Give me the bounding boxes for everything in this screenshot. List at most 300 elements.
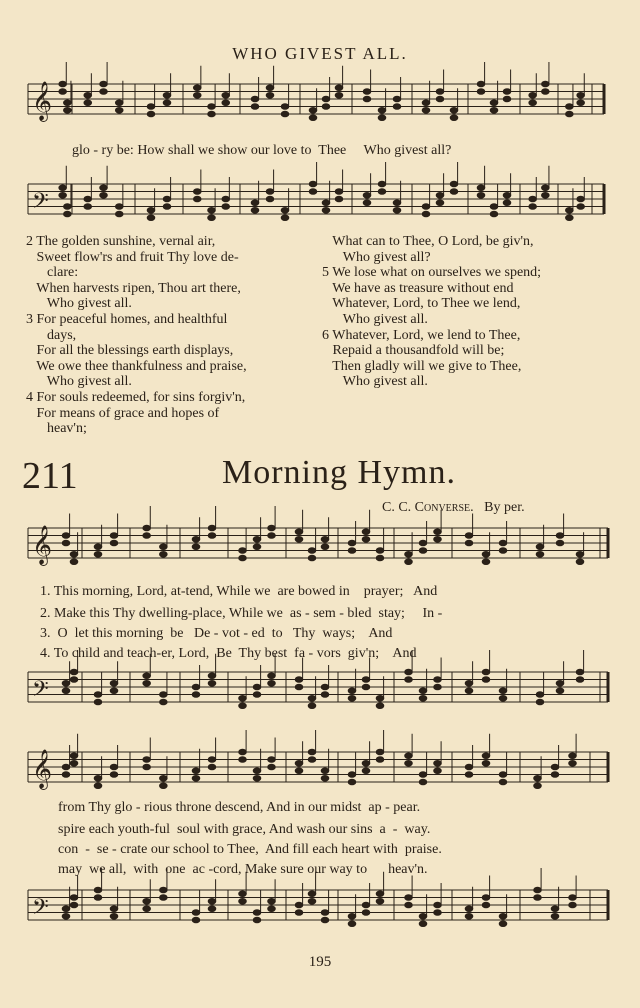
notehead — [393, 104, 401, 110]
notehead — [208, 764, 216, 770]
bass-clef-icon: 𝄢 — [32, 895, 49, 925]
notehead — [393, 200, 401, 206]
notehead — [499, 913, 507, 919]
notehead — [59, 192, 67, 198]
notehead — [348, 688, 356, 694]
notehead — [321, 692, 329, 698]
notehead — [115, 100, 123, 106]
notehead — [251, 96, 259, 102]
notehead — [376, 555, 384, 561]
notehead — [295, 768, 303, 774]
hymn-title: Morning Hymn. — [222, 454, 456, 491]
notehead — [268, 533, 276, 539]
notehead — [193, 85, 201, 91]
notehead — [147, 215, 155, 221]
notehead — [94, 544, 102, 550]
notehead — [534, 887, 542, 893]
notehead — [542, 192, 550, 198]
notehead — [110, 540, 118, 546]
notehead — [160, 887, 168, 893]
notehead — [482, 559, 490, 565]
notehead — [160, 895, 168, 901]
notehead — [551, 913, 559, 919]
notehead — [239, 555, 247, 561]
notehead — [419, 779, 427, 785]
notehead — [295, 910, 303, 916]
page-number: 195 — [308, 954, 332, 970]
notehead — [62, 764, 70, 770]
treble-clef-icon: 𝄞 — [32, 525, 53, 565]
notehead — [362, 536, 370, 542]
notehead — [378, 115, 386, 121]
notehead — [143, 898, 151, 904]
notehead — [556, 688, 564, 694]
notehead — [110, 680, 118, 686]
notehead — [477, 192, 485, 198]
notehead — [436, 96, 444, 102]
notehead — [309, 107, 317, 113]
composer-credit — [382, 500, 525, 516]
notehead — [62, 540, 70, 546]
notehead — [576, 559, 584, 565]
notehead — [266, 196, 274, 202]
notehead — [281, 207, 289, 213]
notehead — [308, 695, 316, 701]
notehead — [378, 107, 386, 113]
top-hymn-title: WHO GIVEST ALL. — [232, 44, 408, 63]
notehead — [62, 772, 70, 778]
notehead — [534, 783, 542, 789]
notehead — [335, 196, 343, 202]
notehead — [70, 669, 78, 675]
notehead — [362, 760, 370, 766]
notehead — [308, 703, 316, 709]
notehead — [64, 100, 72, 106]
notehead — [268, 673, 276, 679]
notehead — [465, 764, 473, 770]
notehead — [160, 783, 168, 789]
notehead — [208, 898, 216, 904]
notehead — [542, 81, 550, 87]
notehead — [348, 772, 356, 778]
notehead — [84, 196, 92, 202]
notehead — [268, 764, 276, 770]
stanza-line-4: 4. To child and teach-er, Lord, Be Thy best fa - vors giv'n; And — [40, 646, 417, 661]
notehead — [499, 540, 507, 546]
stanza-line-3: 3. O let this morning be De - vot - ed to Thy ways; And — [40, 626, 393, 641]
notehead — [569, 902, 577, 908]
notehead — [295, 529, 303, 535]
notehead — [419, 548, 427, 554]
notehead — [434, 677, 442, 683]
notehead — [499, 695, 507, 701]
notehead — [465, 533, 473, 539]
notehead — [321, 917, 329, 923]
notehead — [192, 910, 200, 916]
notehead — [251, 200, 259, 206]
notehead — [434, 760, 442, 766]
notehead — [569, 895, 577, 901]
notehead — [335, 92, 343, 98]
notehead — [222, 196, 230, 202]
notehead — [70, 677, 78, 683]
notehead — [193, 196, 201, 202]
notehead — [376, 703, 384, 709]
notehead — [551, 772, 559, 778]
notehead — [529, 204, 537, 210]
notehead — [419, 695, 427, 701]
notehead — [405, 551, 413, 557]
notehead — [253, 692, 261, 698]
notehead — [239, 695, 247, 701]
notehead — [62, 688, 70, 694]
notehead — [362, 910, 370, 916]
notehead — [482, 551, 490, 557]
notehead — [422, 107, 430, 113]
notehead — [193, 92, 201, 98]
notehead — [268, 525, 276, 531]
notehead — [419, 688, 427, 694]
notehead — [208, 104, 216, 110]
notehead — [482, 753, 490, 759]
notehead — [100, 185, 108, 191]
notehead — [281, 104, 289, 110]
stanza-cont-4: may we all, with one ac -cord, Make sure our way to heav'n. — [58, 862, 428, 877]
notehead — [393, 96, 401, 102]
notehead — [70, 760, 78, 766]
notehead — [422, 100, 430, 106]
notehead — [393, 207, 401, 213]
notehead — [192, 692, 200, 698]
notehead — [321, 775, 329, 781]
notehead — [322, 200, 330, 206]
notehead — [266, 189, 274, 195]
notehead — [529, 100, 537, 106]
notehead — [143, 525, 151, 531]
notehead — [405, 753, 413, 759]
notehead — [100, 81, 108, 87]
notehead — [253, 536, 261, 542]
notehead — [147, 111, 155, 117]
notehead — [208, 533, 216, 539]
notehead — [363, 96, 371, 102]
notehead — [143, 673, 151, 679]
notehead — [268, 757, 276, 763]
stanza-line-2: 2. Make this Thy dwelling-place, While we as - sem - bled stay; In - — [40, 606, 443, 621]
notehead — [490, 100, 498, 106]
notehead — [208, 680, 216, 686]
notehead — [499, 548, 507, 554]
notehead — [348, 540, 356, 546]
notehead — [268, 680, 276, 686]
notehead — [577, 196, 585, 202]
notehead — [566, 207, 574, 213]
notehead — [450, 115, 458, 121]
notehead — [94, 775, 102, 781]
notehead — [70, 895, 78, 901]
notehead — [208, 525, 216, 531]
notehead — [436, 200, 444, 206]
notehead — [59, 81, 67, 87]
notehead — [309, 189, 317, 195]
notehead — [556, 680, 564, 686]
notehead — [405, 760, 413, 766]
notehead — [321, 768, 329, 774]
notehead — [362, 529, 370, 535]
notehead — [94, 551, 102, 557]
notehead — [239, 703, 247, 709]
notehead — [577, 92, 585, 98]
composer-name: C. C. Converse. — [382, 500, 474, 515]
notehead — [536, 699, 544, 705]
notehead — [477, 89, 485, 95]
notehead — [208, 906, 216, 912]
bass-clef-icon: 𝄢 — [32, 677, 49, 707]
notehead — [295, 677, 303, 683]
notehead — [434, 768, 442, 774]
hymn-number: 211 — [22, 455, 78, 497]
notehead — [110, 913, 118, 919]
notehead — [419, 540, 427, 546]
notehead — [569, 753, 577, 759]
top-hymn-lyric: glo - ry be: How shall we show our love to Thee Who givest all? — [72, 143, 452, 158]
notehead — [348, 779, 356, 785]
notehead — [94, 692, 102, 698]
notehead — [335, 189, 343, 195]
notehead — [434, 910, 442, 916]
notehead — [62, 680, 70, 686]
notehead — [465, 680, 473, 686]
notehead — [322, 96, 330, 102]
notehead — [208, 757, 216, 763]
notehead — [143, 906, 151, 912]
notehead — [551, 764, 559, 770]
notehead — [419, 913, 427, 919]
notehead — [84, 100, 92, 106]
notehead — [465, 688, 473, 694]
notehead — [322, 104, 330, 110]
notehead — [143, 533, 151, 539]
notehead — [110, 772, 118, 778]
notehead — [239, 898, 247, 904]
notehead — [348, 913, 356, 919]
notehead — [147, 207, 155, 213]
notehead — [281, 111, 289, 117]
notehead — [482, 760, 490, 766]
notehead — [419, 772, 427, 778]
notehead — [362, 684, 370, 690]
notehead — [321, 910, 329, 916]
notehead — [147, 104, 155, 110]
notehead — [160, 775, 168, 781]
notehead — [143, 764, 151, 770]
notehead — [308, 548, 316, 554]
notehead — [59, 185, 67, 191]
notehead — [295, 902, 303, 908]
notehead — [436, 89, 444, 95]
notehead — [450, 107, 458, 113]
notehead — [482, 669, 490, 675]
notehead — [536, 551, 544, 557]
notehead — [576, 669, 584, 675]
notehead — [110, 688, 118, 694]
notehead — [378, 181, 386, 187]
notehead — [551, 906, 559, 912]
notehead — [529, 196, 537, 202]
notehead — [503, 200, 511, 206]
notehead — [160, 692, 168, 698]
notehead — [362, 768, 370, 774]
notehead — [465, 906, 473, 912]
notehead — [534, 895, 542, 901]
notehead — [253, 775, 261, 781]
notehead — [309, 115, 317, 121]
notehead — [110, 764, 118, 770]
notehead — [335, 85, 343, 91]
notehead — [160, 551, 168, 557]
stanza-cont-1: from Thy glo - rious throne descend, And in our midst ap - pear. — [58, 800, 421, 815]
notehead — [94, 887, 102, 893]
notehead — [576, 551, 584, 557]
notehead — [268, 906, 276, 912]
notehead — [308, 891, 316, 897]
notehead — [376, 891, 384, 897]
notehead — [490, 107, 498, 113]
notehead — [499, 779, 507, 785]
notehead — [84, 204, 92, 210]
notehead — [569, 760, 577, 766]
notehead — [363, 89, 371, 95]
notehead — [94, 699, 102, 705]
notehead — [64, 107, 72, 113]
notehead — [465, 772, 473, 778]
notehead — [434, 536, 442, 542]
notehead — [253, 917, 261, 923]
notehead — [419, 921, 427, 927]
notehead — [422, 211, 430, 217]
notehead — [450, 189, 458, 195]
notehead — [222, 204, 230, 210]
notehead — [222, 92, 230, 98]
notehead — [376, 898, 384, 904]
notehead — [321, 544, 329, 550]
notehead — [308, 749, 316, 755]
permission-note: By per. — [484, 500, 525, 515]
notehead — [70, 753, 78, 759]
notehead — [405, 559, 413, 565]
notehead — [436, 192, 444, 198]
notehead — [192, 536, 200, 542]
notehead — [251, 207, 259, 213]
notehead — [477, 81, 485, 87]
notehead — [556, 540, 564, 546]
notehead — [577, 204, 585, 210]
notehead — [309, 181, 317, 187]
notehead — [362, 902, 370, 908]
notehead — [110, 533, 118, 539]
notehead — [405, 669, 413, 675]
notehead — [160, 699, 168, 705]
notehead — [163, 204, 171, 210]
notehead — [363, 200, 371, 206]
notehead — [94, 895, 102, 901]
notehead — [222, 100, 230, 106]
notehead — [208, 207, 216, 213]
notehead — [62, 906, 70, 912]
notehead — [193, 189, 201, 195]
notehead — [308, 757, 316, 763]
notehead — [376, 749, 384, 755]
notehead — [143, 757, 151, 763]
notehead — [239, 891, 247, 897]
notehead — [465, 913, 473, 919]
notehead — [362, 677, 370, 683]
notehead — [295, 684, 303, 690]
notehead — [94, 783, 102, 789]
notehead — [110, 906, 118, 912]
notehead — [192, 684, 200, 690]
notehead — [363, 192, 371, 198]
notehead — [499, 772, 507, 778]
notehead — [192, 775, 200, 781]
notehead — [266, 85, 274, 91]
notehead — [160, 544, 168, 550]
notehead — [434, 902, 442, 908]
notehead — [208, 215, 216, 221]
notehead — [239, 757, 247, 763]
notehead — [192, 768, 200, 774]
notehead — [503, 89, 511, 95]
verses-left: 2 The golden sunshine, vernal air, Sweet flow'rs and fruit Thy love de- clare: When harvests ripen, Thou art there, Who givest all. 3 For peaceful homes, and healthful days, For all the blessings earth displays, We owe thee thankfulness and praise, Who givest all. 4 For souls redeemed, for sins forgiv'n, For means of grace and hopes of heav'n; — [26, 234, 247, 437]
notehead — [253, 768, 261, 774]
notehead — [534, 775, 542, 781]
notehead — [405, 902, 413, 908]
notehead — [376, 695, 384, 701]
notehead — [566, 104, 574, 110]
notehead — [536, 692, 544, 698]
notehead — [253, 544, 261, 550]
notehead — [482, 895, 490, 901]
notehead — [321, 536, 329, 542]
notehead — [253, 910, 261, 916]
notehead — [208, 111, 216, 117]
notehead — [239, 749, 247, 755]
notehead — [499, 688, 507, 694]
notehead — [70, 559, 78, 565]
notehead — [450, 181, 458, 187]
notehead — [70, 551, 78, 557]
notehead — [322, 207, 330, 213]
notehead — [376, 548, 384, 554]
notehead — [163, 196, 171, 202]
notehead — [422, 204, 430, 210]
notehead — [376, 757, 384, 763]
notehead — [163, 100, 171, 106]
treble-clef-icon: 𝄞 — [32, 749, 53, 789]
notehead — [192, 544, 200, 550]
notehead — [253, 684, 261, 690]
treble-clef-icon: 𝄞 — [32, 81, 53, 121]
notehead — [115, 107, 123, 113]
notehead — [499, 921, 507, 927]
notehead — [482, 902, 490, 908]
notehead — [536, 544, 544, 550]
notehead — [490, 211, 498, 217]
notehead — [208, 673, 216, 679]
notehead — [295, 536, 303, 542]
notehead — [70, 902, 78, 908]
notehead — [62, 913, 70, 919]
